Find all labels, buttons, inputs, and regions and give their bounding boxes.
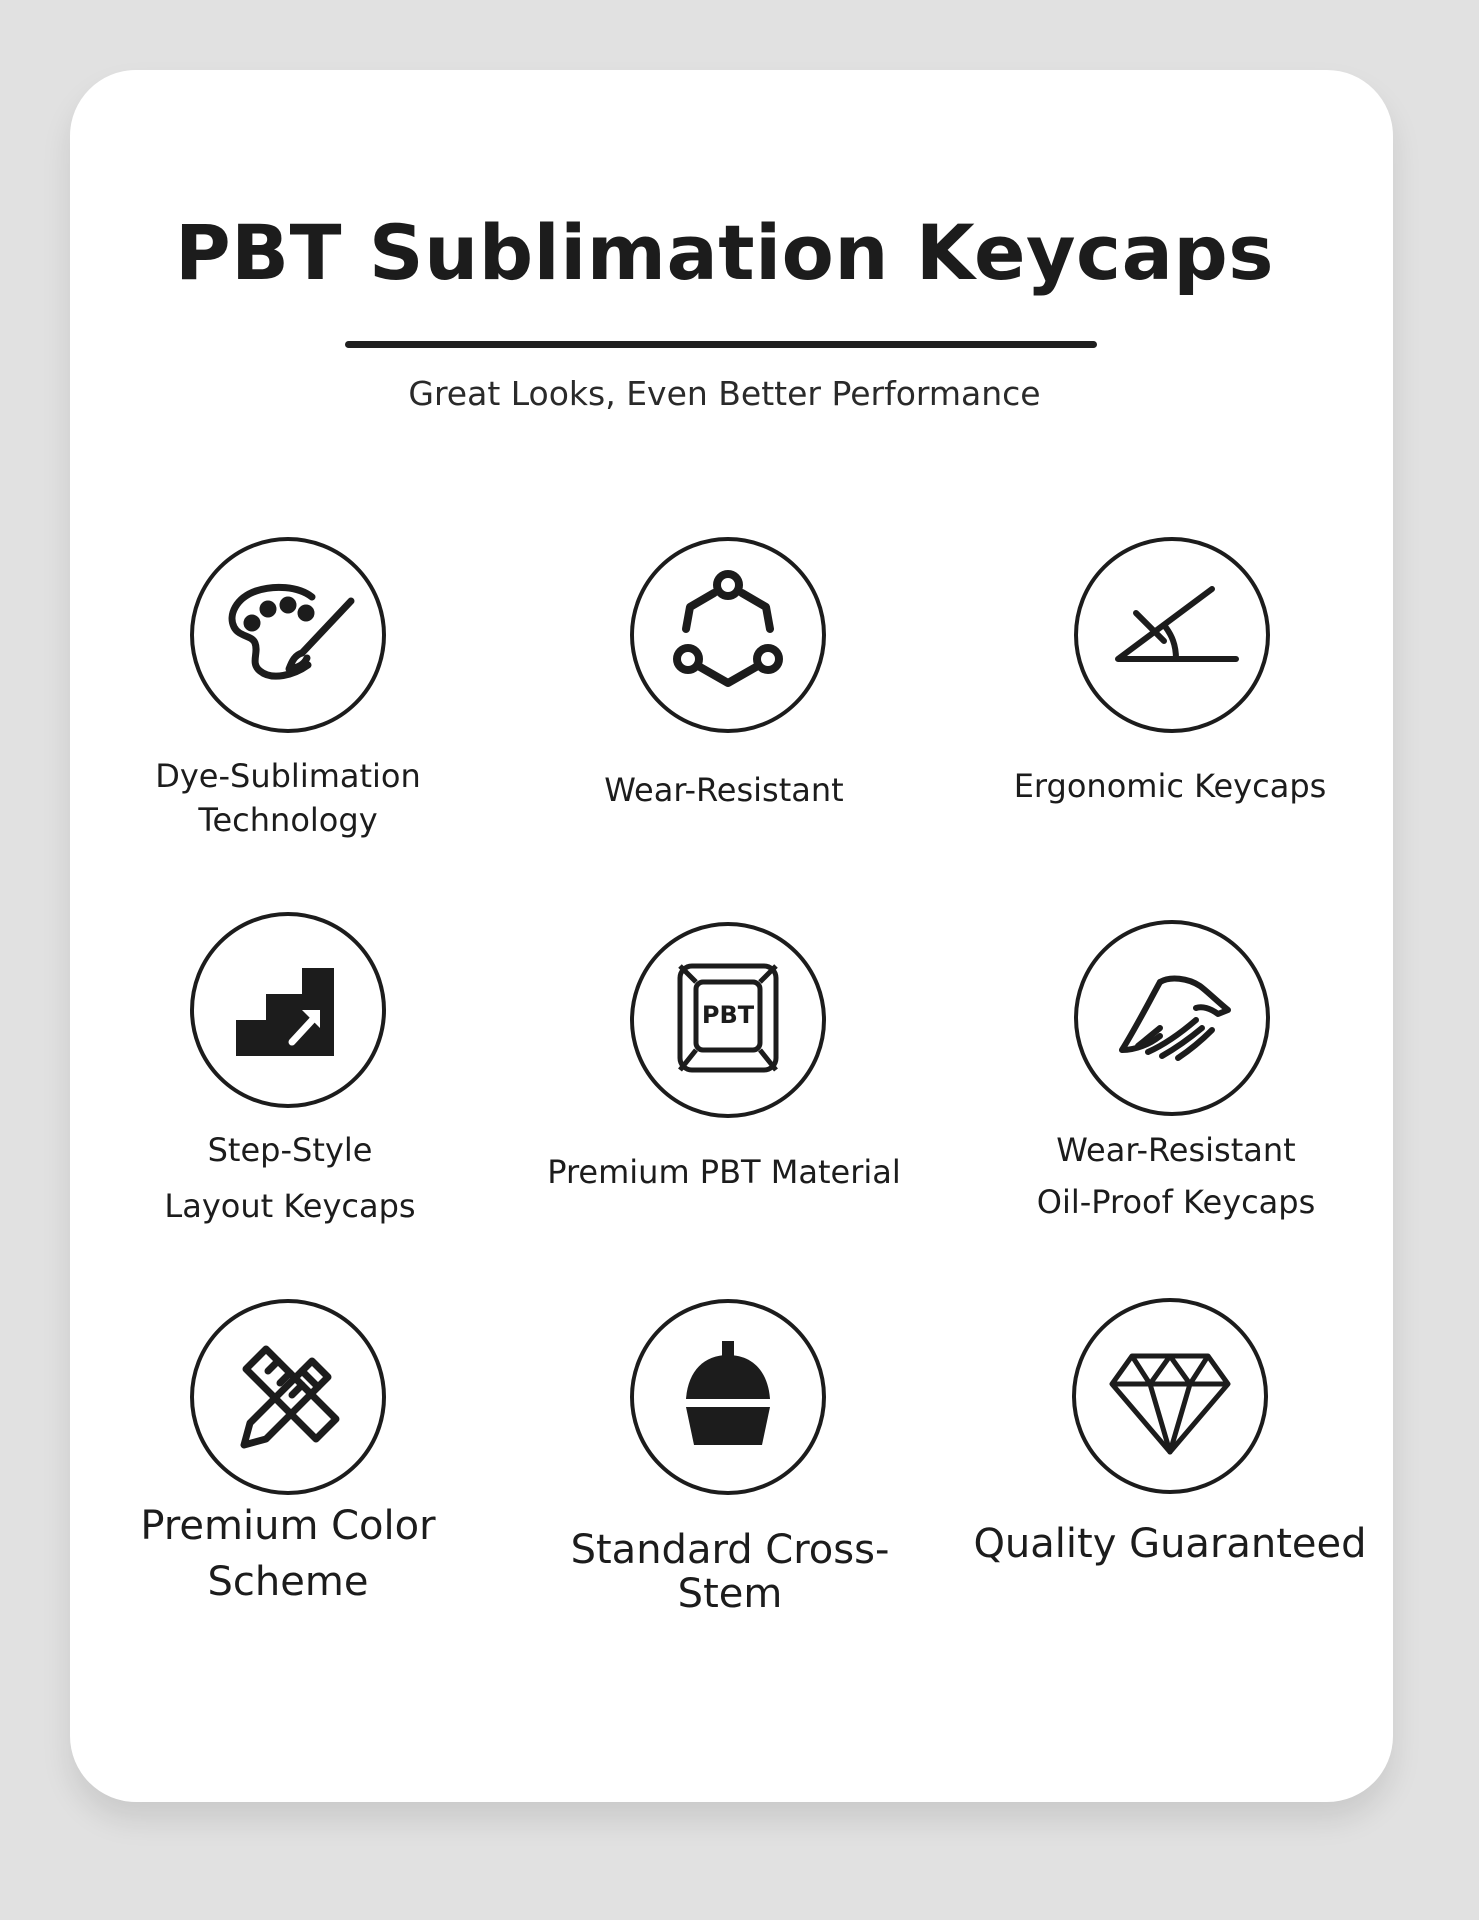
step-stairs-icon xyxy=(190,912,386,1108)
feature-label-pbt-material: Premium PBT Material xyxy=(547,1153,901,1191)
page-title: PBT Sublimation Keycaps xyxy=(174,208,1275,297)
pbt-text: PBT xyxy=(701,1001,755,1029)
feature-label-quality: Quality Guaranteed xyxy=(973,1521,1367,1567)
feature-label-dye-sublimation: Dye-Sublimation Technology xyxy=(155,757,421,839)
diamond-icon xyxy=(1072,1298,1268,1494)
pencil-ruler-icon xyxy=(190,1299,386,1495)
palette-brush-icon xyxy=(190,537,386,733)
feature-label-cross-stem: Standard Cross-Stem xyxy=(570,1527,890,1617)
hand-icon xyxy=(1074,920,1270,1116)
angle-icon xyxy=(1074,537,1270,733)
title-divider xyxy=(345,341,1097,348)
feature-label-color-scheme: Premium Color Scheme xyxy=(140,1503,436,1605)
page-subtitle: Great Looks, Even Better Performance xyxy=(408,374,1041,413)
feature-label-oil-proof: Wear-Resistant Oil-Proof Keycaps xyxy=(1036,1131,1316,1221)
network-nodes-icon xyxy=(630,537,826,733)
feature-label-wear-resistant: Wear-Resistant xyxy=(604,771,844,809)
pbt-keycap-icon xyxy=(630,922,826,1118)
cross-stem-keycap-icon xyxy=(630,1299,826,1495)
feature-label-ergonomic: Ergonomic Keycaps xyxy=(1013,767,1327,805)
feature-label-step-style: Step-Style Layout Keycaps xyxy=(164,1131,416,1225)
